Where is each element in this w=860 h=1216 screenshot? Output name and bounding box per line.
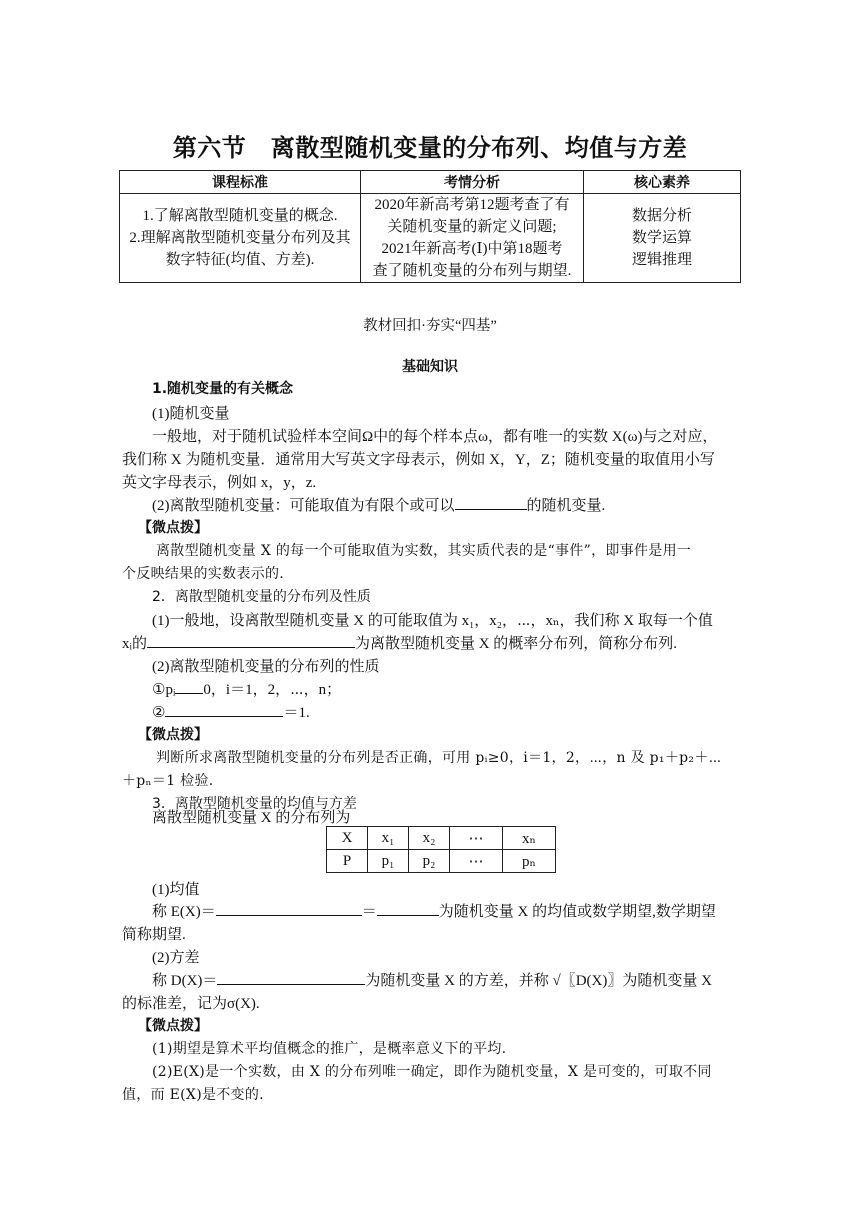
dist-cell: x₁	[368, 827, 409, 850]
tip1-line-2: 个反映结果的实数表示的.	[122, 566, 285, 582]
s3-var-label: (2)方差	[152, 950, 200, 966]
dist-cell: ⋯	[450, 850, 503, 873]
dist-cell: ⋯	[450, 827, 503, 850]
mean-post: 为随机变量 X 的均值或数学期望,数学期望	[438, 904, 716, 920]
dist-cell: p₂	[409, 850, 450, 873]
analysis-3: 2021年新高考(Ⅰ)中第18题考	[381, 241, 563, 257]
s2-p3	[152, 678, 341, 699]
s1-p1a: 一般地，对于随机试验样本空间Ω中的每个样本点ω，都有唯一的实数 X(ω)与之对应，	[152, 429, 718, 445]
blank-2	[147, 633, 355, 648]
s3-intro: 离散型随机变量 X 的分布列为	[152, 810, 351, 826]
s3-heading: 3．离散型随机变量的均值与方差	[152, 796, 357, 812]
s3-mean-cont: 简称期望.	[122, 927, 186, 943]
distribution-table	[326, 826, 556, 873]
s2-p4-pre: ②	[152, 705, 166, 721]
dist-cell: X	[327, 827, 368, 850]
analysis-cell	[361, 194, 584, 283]
analysis-1: 2020年新高考第12题考查了有	[374, 197, 570, 213]
blank-3	[175, 679, 203, 694]
s3-var-line	[152, 969, 712, 990]
literacy-1: 数据分析	[631, 208, 692, 224]
s3-mean-line	[152, 900, 716, 921]
blank-7	[217, 970, 365, 985]
dist-row-x	[327, 827, 556, 850]
standard-3: 数字特征(均值、方差).	[165, 252, 315, 268]
tip-label-3: 【微点拨】	[138, 1018, 208, 1034]
s1-p1c: 英文字母表示，例如 x，y，z.	[122, 475, 317, 491]
tip1-line-1: 离散型随机变量 X 的每一个可能取值为实数，其实质代表的是“事件”，即事件是用一	[156, 543, 692, 559]
s1-p2	[152, 494, 605, 515]
tip3-line-1: (1)期望是算术平均值概念的推广，是概率意义下的平均.	[152, 1041, 507, 1057]
curriculum-table	[119, 170, 741, 283]
literacy-2: 数学运算	[631, 230, 692, 246]
s3-mean-label: (1)均值	[152, 882, 200, 898]
var-post: 为随机变量 X 的方差，并称 √〖D(X)〗为随机变量 X	[365, 973, 712, 989]
analysis-4: 查了随机变量的分布列与期望.	[372, 263, 572, 279]
s2-p1b	[122, 632, 677, 653]
s1-p2-pre: (2)离散型随机变量：可能取值为有限个或可以	[152, 498, 455, 514]
s1-heading: 1.随机变量的有关概念	[152, 381, 294, 397]
dist-cell: pₙ	[503, 850, 556, 873]
dist-cell: p₁	[368, 850, 409, 873]
mean-mid: ＝	[361, 904, 377, 920]
s2-p1a: (1)一般地，设离散型随机变量 X 的可能取值为 x₁，x₂，⋯，xₙ，我们称 X 取每一个值	[152, 613, 713, 629]
s2-p1b-pre: xᵢ的	[122, 636, 147, 652]
s2-p3-pre: ①pᵢ	[152, 682, 176, 698]
s2-p1b-post: 为离散型随机变量 X 的概率分布列，简称分布列.	[354, 636, 678, 652]
header-standards: 课程标准	[120, 171, 361, 194]
s2-p4-post: ＝1.	[283, 705, 310, 721]
literacy-3: 逻辑推理	[631, 252, 692, 268]
s2-p3-post: 0，i＝1，2，⋯，n；	[203, 682, 342, 698]
tip2-line-2: ＋pₙ＝1 检验.	[122, 773, 214, 789]
blank-4	[165, 702, 283, 717]
dist-row-p	[327, 850, 556, 873]
s2-p4	[152, 701, 310, 722]
dist-cell: xₙ	[503, 827, 556, 850]
analysis-2: 关随机变量的新定义问题;	[387, 219, 557, 235]
header-analysis: 考情分析	[361, 171, 584, 194]
var-pre: 称 D(X)＝	[152, 973, 218, 989]
dist-cell: x₂	[409, 827, 450, 850]
subheader: 基础知识	[402, 359, 458, 375]
literacy-cell	[584, 194, 741, 283]
dist-cell: P	[327, 850, 368, 873]
tip-label-2: 【微点拨】	[138, 727, 208, 743]
mean-pre: 称 E(X)＝	[152, 904, 216, 920]
s3-var-cont: 的标准差，记为σ(X).	[122, 996, 260, 1012]
blank-6	[377, 901, 439, 916]
s1-p1b: 我们称 X 为随机变量．通常用大写英文字母表示，例如 X，Y，Z；随机变量的取值用小写	[122, 452, 715, 468]
s2-heading: 2．离散型随机变量的分布列及性质	[152, 589, 371, 605]
standard-2: 2.理解离散型随机变量分布列及其	[129, 230, 351, 246]
tip2-line-1: 判断所求离散型随机变量的分布列是否正确，可用 pᵢ≥0，i＝1，2，⋯，n 及 p₁＋p₂＋⋯	[156, 750, 722, 766]
s1-p2-post: 的随机变量.	[526, 498, 606, 514]
blank-5	[216, 901, 362, 916]
header-literacy: 核心素养	[584, 171, 741, 194]
blank-1	[455, 495, 527, 510]
section-header: 教材回扣·夯实“四基”	[363, 318, 497, 334]
standards-cell	[120, 194, 361, 283]
tip3-line-3: 值，而 E(X)是不变的.	[122, 1087, 264, 1103]
s1-p1: (1)随机变量	[152, 406, 230, 422]
tip-label-1: 【微点拨】	[138, 520, 208, 536]
tip3-line-2: (2)E(X)是一个实数，由 X 的分布列唯一确定，即作为随机变量，X 是可变的，可取不同	[152, 1064, 712, 1080]
s2-p2: (2)离散型随机变量的分布列的性质	[152, 659, 380, 675]
standard-1: 1.了解离散型随机变量的概念.	[142, 208, 338, 224]
page-title: 第六节 离散型随机变量的分布列、均值与方差	[172, 134, 688, 162]
